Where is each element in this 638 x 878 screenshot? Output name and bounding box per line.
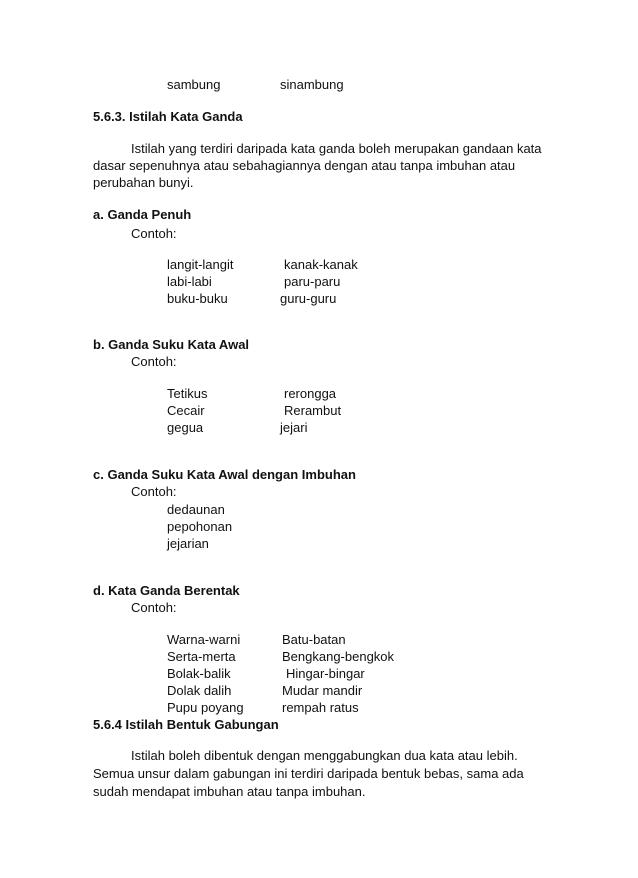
section-heading: 5.6.3. Istilah Kata Ganda: [93, 109, 243, 124]
example-word: Batu-batan: [282, 632, 346, 647]
example-word: Cecair: [167, 403, 205, 418]
contoh-label: Contoh:: [131, 484, 177, 499]
example-word: Bengkang-bengkok: [282, 649, 395, 664]
example-word: jejarian: [167, 536, 209, 551]
example-word: Rerambut: [284, 403, 342, 418]
contoh-label: Contoh:: [131, 600, 177, 615]
example-word: Dolak dalih: [167, 683, 232, 698]
example-word: Serta-merta: [167, 649, 236, 664]
example-word: Pupu poyang: [167, 700, 244, 715]
paragraph-line: Semua unsur dalam gabungan ini terdiri daripada bentuk bebas, sama ada: [93, 766, 524, 781]
example-word: paru-paru: [284, 274, 341, 289]
subsection-heading: c. Ganda Suku Kata Awal dengan Imbuhan: [93, 467, 356, 482]
example-word: langit-langit: [167, 257, 234, 272]
paragraph-line: dasar sepenuhnya atau sebahagiannya dengan atau tanpa imbuhan atau: [93, 158, 516, 173]
example-word: dedaunan: [167, 502, 225, 517]
example-word: Warna-warni: [167, 632, 241, 647]
example-word: sinambung: [280, 77, 344, 92]
example-word: rerongga: [284, 386, 337, 401]
paragraph-line: Istilah boleh dibentuk dengan menggabungkan dua kata atau lebih.: [131, 748, 518, 763]
example-word: gegua: [167, 420, 204, 435]
example-word: rempah ratus: [282, 700, 359, 715]
paragraph-line: Istilah yang terdiri daripada kata ganda boleh merupakan gandaan kata: [131, 141, 542, 156]
example-word: Tetikus: [167, 386, 208, 401]
example-word: Mudar mandir: [282, 683, 363, 698]
subsection-heading: d. Kata Ganda Berentak: [93, 583, 240, 598]
example-word: Bolak-balik: [167, 666, 231, 681]
example-word: buku-buku: [167, 291, 228, 306]
example-word: kanak-kanak: [284, 257, 358, 272]
example-word: guru-guru: [280, 291, 337, 306]
contoh-label: Contoh:: [131, 354, 177, 369]
subsection-heading: b. Ganda Suku Kata Awal: [93, 337, 250, 352]
example-word: pepohonan: [167, 519, 233, 534]
contoh-label: Contoh:: [131, 226, 177, 241]
example-word: Hingar-bingar: [286, 666, 365, 681]
paragraph-line: perubahan bunyi.: [93, 175, 194, 190]
example-word: jejari: [280, 420, 308, 435]
subsection-heading: a. Ganda Penuh: [93, 207, 192, 222]
example-word: labi-labi: [167, 274, 212, 289]
section-heading: 5.6.4 Istilah Bentuk Gabungan: [93, 717, 279, 732]
example-word: sambung: [167, 77, 221, 92]
paragraph-line: sudah mendapat imbuhan atau tanpa imbuhan.: [93, 784, 366, 799]
